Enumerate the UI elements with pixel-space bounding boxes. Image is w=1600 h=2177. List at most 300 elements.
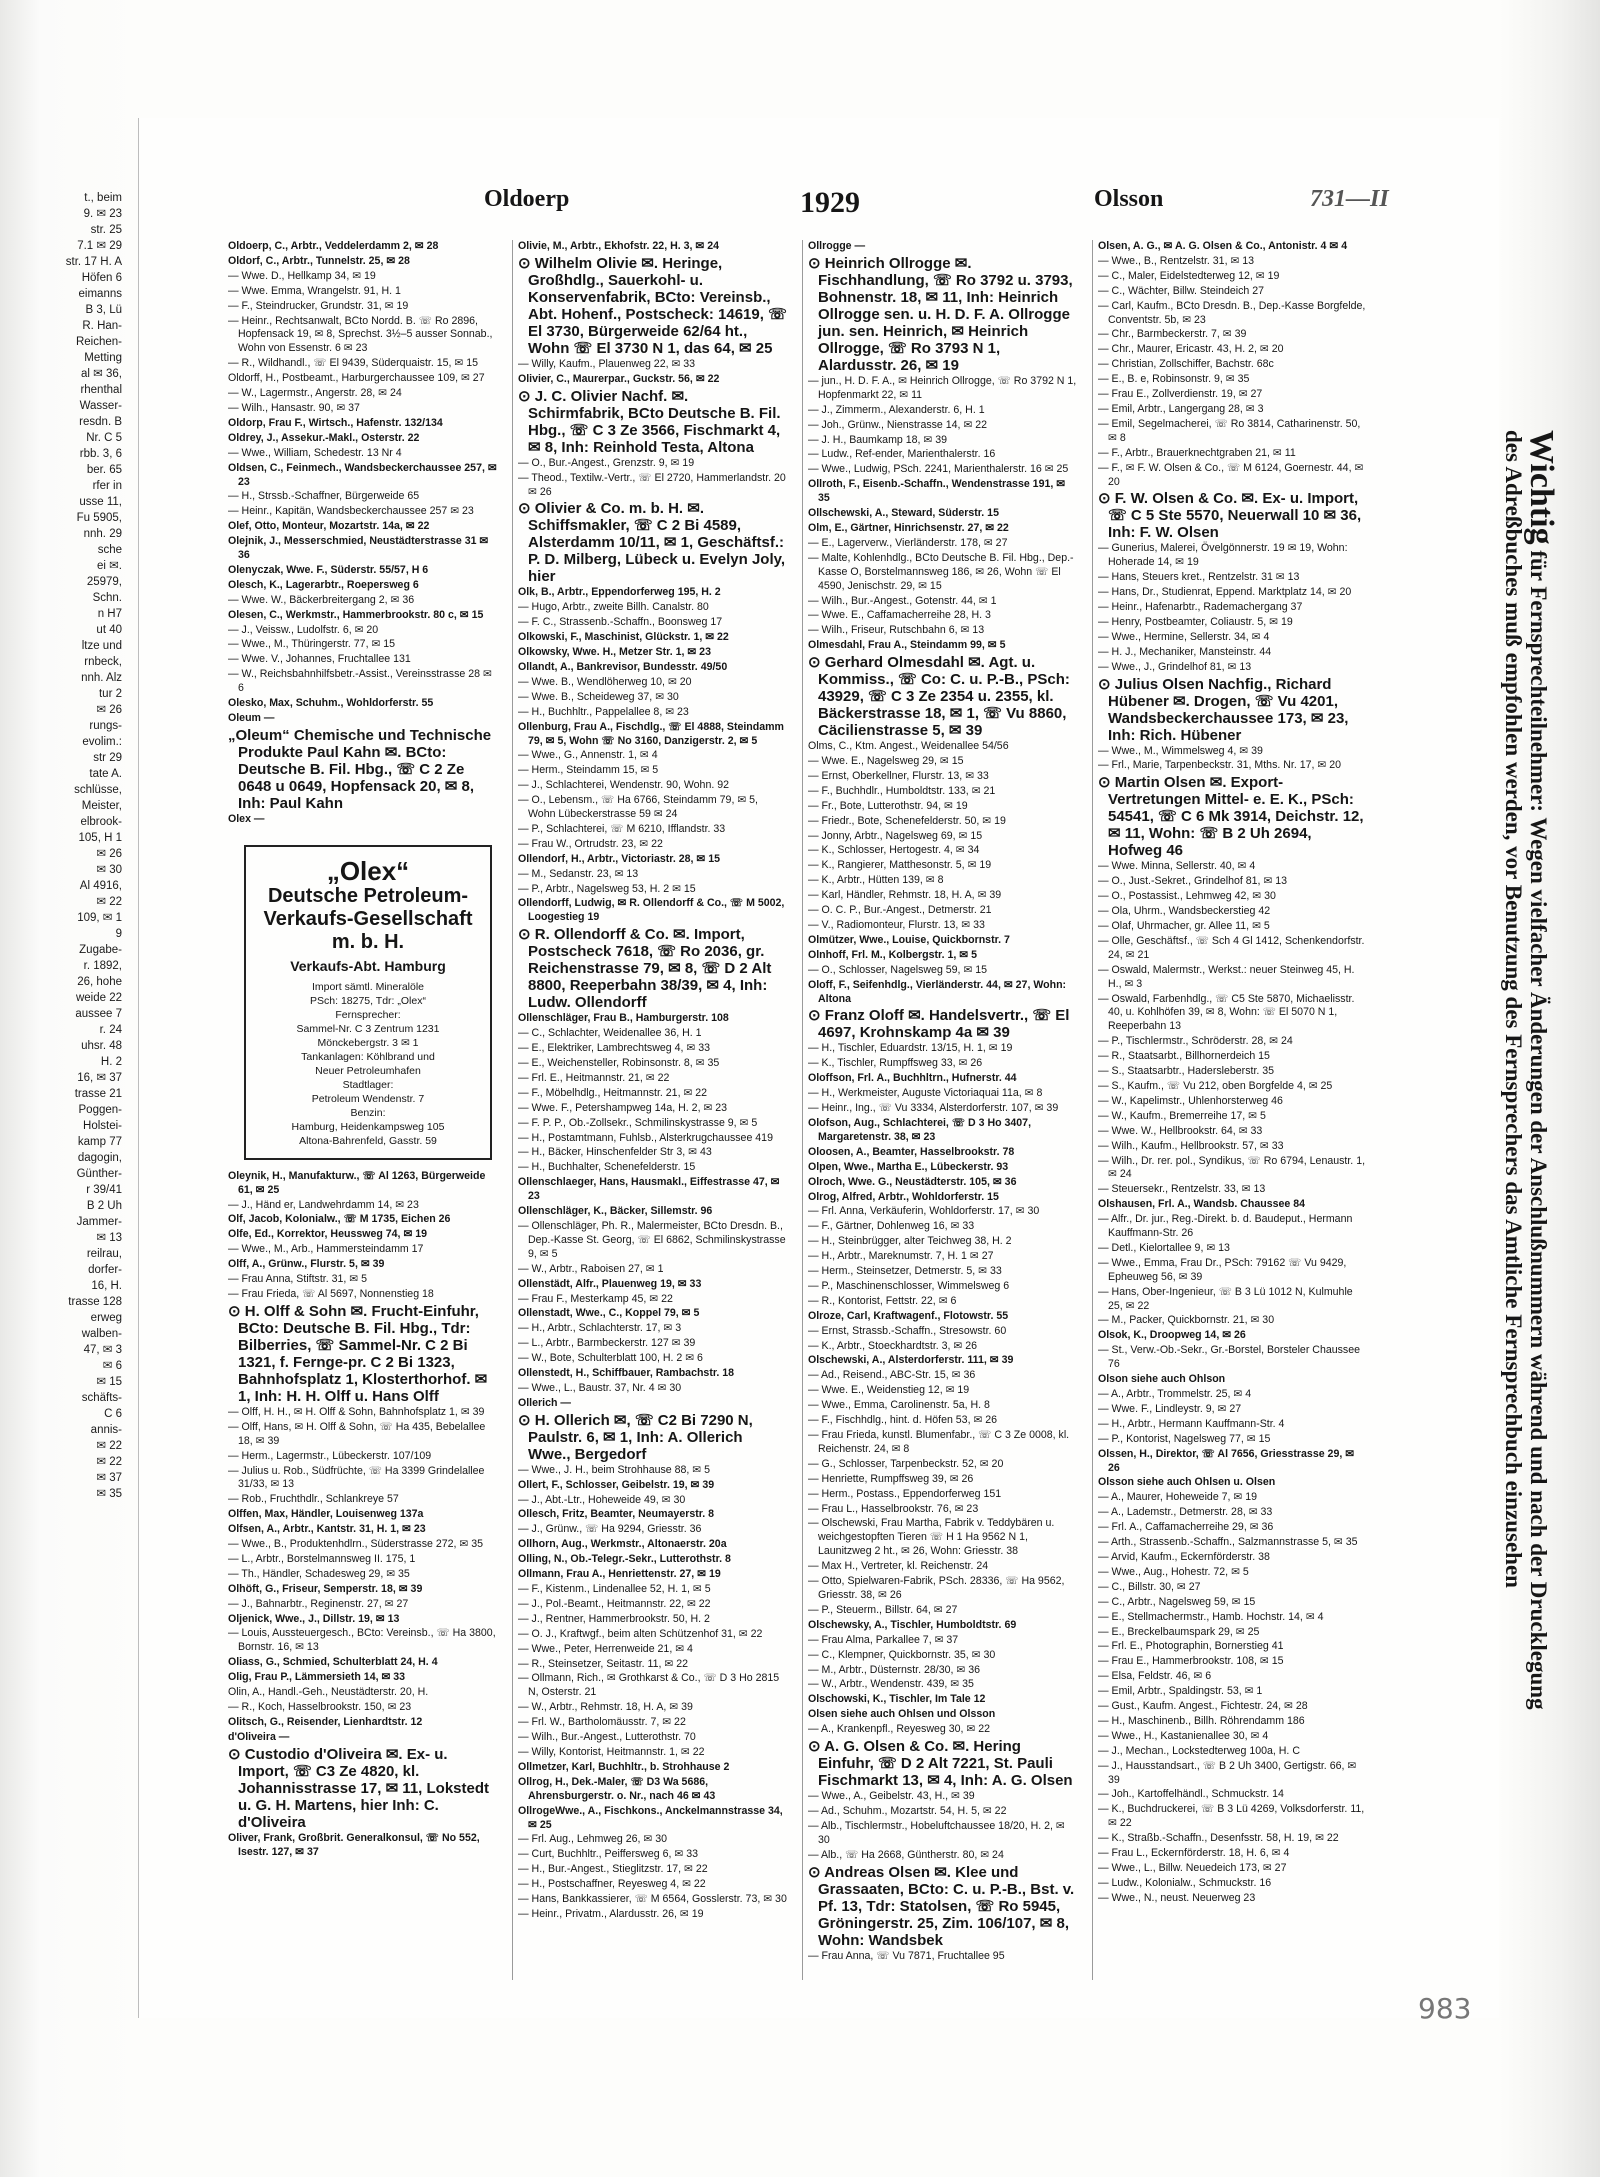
entry-text: — Wwe., N., neust. Neuerweg 23 xyxy=(1098,1891,1256,1904)
strip-fragment: 16, H. xyxy=(91,1280,122,1292)
strip-fragment: tur 2 xyxy=(98,688,122,700)
ad-line: Tankanlagen: Köhlbrand und xyxy=(301,1050,435,1063)
directory-entry xyxy=(808,1161,1078,1175)
entry-text: Olef, Otto, Monteur, Mozartstr. 14a, ✉ 22 xyxy=(228,520,430,533)
directory-entry xyxy=(1098,418,1368,446)
directory-entry xyxy=(808,1950,1078,1964)
directory-entry xyxy=(808,830,1078,844)
directory-entry xyxy=(808,800,1078,814)
entry-text: — J., Hausstandsart., ☏ B 2 Uh 3400, Gertigstr. 66, ✉ 39 xyxy=(1098,1759,1357,1786)
entry-text: Ollenschläger, Frau B., Hamburgerstr. 108 xyxy=(518,1012,729,1025)
entry-text: — Emil, Segelmacherei, ☏ Ro 3814, Catharinenstr. 50, ✉ 8 xyxy=(1098,417,1361,444)
entry-text: Olroch, Wwe. G., Neustädterstr. 105, ✉ 36 xyxy=(808,1175,1017,1188)
entry-text: — K., Buchdruckerei, ☏ B 3 Lü 4269, Volksdorferstr. 11, ✉ 22 xyxy=(1098,1803,1365,1830)
directory-entry xyxy=(518,721,788,749)
entry-text: — Ludw., Kolonialw., Schmuckstr. 16 xyxy=(1098,1876,1272,1889)
entry-text: ⊙ Gerhard Olmesdahl ✉. Agt. u. Kommiss., ☏ Co: C. u. P.-B., PSch: 43929, ☏ C 3 Ze 2354 u. 2355, kl. Bäckerstrasse 18, ✉ 1, ☏ Vu 8860, Cäcilienstrasse 5, ✉ 39 xyxy=(808,654,1070,740)
entry-text: — Olschewski, Frau Martha, Fabrik v. Teddybären u. weichgestopften Tieren ☏ H 1 Ha 9562 N 1, Launitzweg 2 ht., ✉ 26, Wohn: Griesstr. 38 xyxy=(808,1517,1055,1558)
directory-entry xyxy=(1098,631,1368,645)
directory-entry xyxy=(808,1664,1078,1678)
entry-text: Olmützer, Wwe., Louise, Quickbornstr. 7 xyxy=(808,933,1010,946)
entry-text: Olms, C., Ktm. Angest., Weidenallee 54/56 xyxy=(808,740,1009,753)
strip-fragment: schlüsse, xyxy=(74,784,122,796)
directory-entry xyxy=(518,601,788,615)
directory-entry xyxy=(518,676,788,690)
entry-text: — Herm., Postass., Eppendorferweg 151 xyxy=(808,1487,1002,1500)
entry-text: — K., Tischler, Rumpffsweg 33, ✉ 26 xyxy=(808,1057,983,1070)
entry-text: — Wwe., M., Arb., Hammersteindamm 17 xyxy=(228,1243,424,1256)
directory-entry xyxy=(518,1731,788,1745)
entry-text: — Wwe., Peter, Herrenweide 21, ✉ 4 xyxy=(518,1642,693,1655)
entry-text: — J., Zimmerm., Alexanderstr. 6, H. 1 xyxy=(808,403,985,416)
directory-entry xyxy=(808,255,1078,374)
entry-text: — L., Arbtr., Borstelmannsweg II. 175, 1 xyxy=(228,1552,416,1565)
directory-entry xyxy=(518,1628,788,1642)
directory-entry xyxy=(228,447,498,461)
ad-line: Stadtlager: xyxy=(342,1078,394,1091)
entry-text: — Frl., Marie, Tarpenbeckstr. 31, Mths. Nr. 17, ✉ 20 xyxy=(1098,759,1342,772)
directory-entry xyxy=(518,1161,788,1175)
directory-entry xyxy=(518,1412,788,1463)
directory-entry xyxy=(518,1012,788,1026)
entry-text: — Wwe. Minna, Sellerstr. 40, ✉ 4 xyxy=(1098,860,1256,873)
directory-entry xyxy=(518,1464,788,1478)
entry-text: — Wilh., Dr. rer. pol., Syndikus, ☏ Ro 6794, Lenaustr. 1, ✉ 24 xyxy=(1098,1154,1366,1181)
strip-fragment: Zugabe- xyxy=(79,944,122,956)
entry-text: — H., Arbtr., Hermann Kauffmann-Str. 4 xyxy=(1098,1417,1285,1430)
directory-entry xyxy=(228,372,498,386)
entry-text: — Louis, Aussteuergesch., BCto: Vereinsb., ☏ Ha 3800, Bornstr. 16, ✉ 13 xyxy=(228,1627,496,1654)
entry-text: — Wwe., J., Grindelhof 81, ✉ 13 xyxy=(1098,660,1252,673)
directory-entry xyxy=(228,1568,498,1582)
entry-text: Ollrog, H., Dek.-Maler, ☏ D3 Wa 5686, Ahrensburgerstr. o. Nr., nach 46 ✉ 43 xyxy=(518,1775,716,1802)
entry-text: „Oleum“ Chemische und Technische Produkte Paul Kahn ✉. BCto: Deutsche B. Fil. Hbg., ☏ C 2 Ze 0648 u 0649, Hopfensack 20, ✉ 8, Inh: Paul Kahn xyxy=(228,726,492,812)
directory-entry xyxy=(228,402,498,416)
ad-company-line: m. b. H. xyxy=(331,930,405,953)
entry-text: — Wwe. W., Bäckerbreitergang 2, ✉ 36 xyxy=(228,593,415,606)
directory-entry xyxy=(1098,1125,1368,1139)
entry-text: ⊙ Andreas Olsen ✉. Klee und Grassaaten, BCto: C. u. P.-B., Bst. v. Pf. 13, Tdr: Statolsen, ☏ Ro 5945, Gröningerstr. 25, Zim. 106/107, ✉ 8, Wohn: Wandsbek xyxy=(808,1863,1075,1949)
directory-entry xyxy=(1098,1788,1368,1802)
entry-text: Olfe, Ed., Korrektor, Heussweg 74, ✉ 19 xyxy=(228,1228,428,1241)
entry-text: — Arvid, Kaufm., Eckernförderstr. 38 xyxy=(1098,1550,1270,1563)
strip-fragment: walben- xyxy=(81,1328,122,1340)
entry-text: — Christian, Zollschiffer, Bachstr. 68c xyxy=(1098,358,1274,371)
directory-entry xyxy=(1098,1373,1368,1387)
directory-entry xyxy=(1098,1080,1368,1094)
directory-entry xyxy=(518,1352,788,1366)
entry-text: — Gunerius, Malerei, Övelgönnerstr. 19 ✉ 19, Wohn: Hoheradе 14, ✉ 19 xyxy=(1098,542,1348,569)
entry-text: — Herm., Steinsetzer, Detmerstr. 5, ✉ 33 xyxy=(808,1265,1002,1278)
entry-text: — Willy, Kaufm., Plauenweg 22, ✉ 33 xyxy=(518,357,696,370)
directory-entry xyxy=(808,874,1078,888)
directory-entry xyxy=(518,661,788,675)
directory-entry xyxy=(518,1878,788,1892)
entry-text: — R., Kontorist, Fettstr. 22, ✉ 6 xyxy=(808,1294,957,1307)
directory-entry xyxy=(518,897,788,925)
directory-entry xyxy=(228,1493,498,1507)
entry-text: Ollerich — xyxy=(518,1396,571,1409)
strip-fragment: ✉ 26 xyxy=(96,848,122,860)
entry-text: — F. P. P., Ob.-Zollsekr., Schmilinskystrasse 9, ✉ 5 xyxy=(518,1116,758,1129)
entry-text: — H., Bäcker, Hinschenfelder Str 3, ✉ 43 xyxy=(518,1146,712,1159)
directory-entry xyxy=(518,1397,788,1411)
entry-text: — H., Buchhalter, Schenefelderstr. 15 xyxy=(518,1161,696,1174)
directory-entry xyxy=(1098,1035,1368,1049)
entry-text: — H., Bur.-Angest., Stieglitzstr. 17, ✉ 22 xyxy=(518,1863,708,1876)
directory-entry xyxy=(228,1213,498,1227)
entry-text: — Wwe. W., Hellbrookstr. 64, ✉ 33 xyxy=(1098,1124,1263,1137)
ad-details xyxy=(252,980,484,1148)
strip-fragment: ✉ 22 xyxy=(96,896,122,908)
strip-fragment: Meister, xyxy=(81,800,122,812)
directory-entry xyxy=(808,785,1078,799)
directory-entry xyxy=(1098,1476,1368,1490)
entry-text: — Emil, Arbtr., Langergang 28, ✉ 3 xyxy=(1098,402,1264,415)
directory-entry xyxy=(518,1701,788,1715)
directory-entry xyxy=(1098,1892,1368,1906)
entry-text: — A., Lademstr., Detmerstr. 28, ✉ 33 xyxy=(1098,1506,1273,1519)
entry-text: — Emil, Arbtr., Spaldingstr. 53, ✉ 1 xyxy=(1098,1685,1263,1698)
directory-entry xyxy=(518,1382,788,1396)
entry-text: — C., Klempner, Quickbornstr. 35, ✉ 30 xyxy=(808,1648,996,1661)
strip-fragment: r 39/41 xyxy=(86,1184,122,1196)
strip-fragment: ✉ 13 xyxy=(96,1232,122,1244)
directory-entry xyxy=(1098,490,1368,541)
entry-text: — M., Sedanstr. 23, ✉ 13 xyxy=(518,867,639,880)
entry-text: — R., Koch, Hasselbrookstr. 150, ✉ 23 xyxy=(228,1701,412,1713)
entry-text: OllrogeWwe., A., Fischkons., Anckelmannstrasse 34, ✉ 25 xyxy=(518,1804,783,1831)
directory-entry xyxy=(518,1322,788,1336)
directory-entry xyxy=(1098,1832,1368,1846)
directory-entry xyxy=(518,1598,788,1612)
directory-entry xyxy=(1098,1213,1368,1241)
directory-entry xyxy=(1098,300,1368,328)
directory-entry xyxy=(808,1310,1078,1324)
entry-text: Ollenburg, Frau A., Fischdlg., ☏ El 4888, Steindamm 79, ✉ 5, Wohn ☏ No 3160, Danzigerstr. 2, ✉ 5 xyxy=(518,720,784,747)
entry-text: — Frau Anna, Stiftstr. 31, ✉ 5 xyxy=(228,1273,368,1286)
entry-text: — F., Kistenm., Lindenallee 52, H. 1, ✉ 5 xyxy=(518,1583,711,1595)
entry-text: Olrog, Alfred, Arbtr., Wohldorferstr. 15 xyxy=(808,1190,999,1203)
directory-entry xyxy=(1098,1140,1368,1154)
entry-text: — E., B. e, Robinsonstr. 9, ✉ 35 xyxy=(1098,373,1250,386)
directory-entry xyxy=(228,462,498,490)
directory-entry xyxy=(1098,1257,1368,1285)
directory-entry xyxy=(808,1473,1078,1487)
directory-entry xyxy=(808,1220,1078,1234)
entry-text: ⊙ Olivier & Co. m. b. H. ✉. Schiffsmakler, ☏ C 2 Bi 4589, Alsterdamm 10/11, ✉ 1, Geschäftsf.: P. D. Milberg, Lübeck u. Evelyn Joly, hier xyxy=(518,500,786,586)
directory-entry xyxy=(808,375,1078,403)
directory-entry xyxy=(1098,358,1368,372)
directory-entry xyxy=(228,1627,498,1655)
entry-text: Olfsen, A., Arbtr., Kantstr. 31, H. 1, ✉ 23 xyxy=(228,1523,426,1536)
entry-text: Olin, A., Handl.-Geh., Neustädterstr. 20, H. xyxy=(228,1686,429,1699)
entry-text: — Wwe. F., Petershampweg 14a, H. 2, ✉ 23 xyxy=(518,1101,728,1114)
directory-entry xyxy=(1098,1715,1368,1729)
directory-entry xyxy=(808,1176,1078,1190)
entry-text: Oljenick, Wwe., J., Dillstr. 19, ✉ 13 xyxy=(228,1612,400,1625)
entry-text: Olsen siehe auch Ohlsen und Olsson xyxy=(808,1708,996,1721)
entry-text: — Frl. A., Caffamacherreihe 29, ✉ 36 xyxy=(1098,1521,1274,1534)
entry-text: — Ollenschläger, Ph. R., Malermeister, BCto Dresdn. B., Dep.-Kasse St. Georg, ☏ El 6862, Schmilinskystrasse 9, ✉ 5 xyxy=(518,1219,786,1260)
entry-text: — Frau E., Zollverdienstr. 19, ✉ 27 xyxy=(1098,388,1263,401)
directory-entry xyxy=(518,1568,788,1582)
entry-text: Olling, N., Ob.-Telegr.-Sekr., Lutterothstr. 8 xyxy=(518,1553,731,1566)
directory-entry xyxy=(228,624,498,638)
directory-entry xyxy=(518,1027,788,1041)
page-header xyxy=(220,186,1400,222)
directory-entry xyxy=(228,594,498,608)
strip-fragment: nnh. 29 xyxy=(83,528,122,540)
directory-entry xyxy=(1098,1155,1368,1183)
directory-entry xyxy=(1098,1183,1368,1197)
entry-text: — O. C. P., Bur.-Angest., Detmerstr. 21 xyxy=(808,904,992,917)
entry-text: — Julius u. Rob., Südfrüchte, ☏ Ha 3399 Grindelallee 31/33, ✉ 13 xyxy=(228,1464,485,1491)
entry-text: — Jonny, Arbtr., Nagelsweg 69, ✉ 15 xyxy=(808,829,983,842)
directory-entry xyxy=(518,358,788,372)
strip-fragment: evolim.: xyxy=(82,736,122,748)
entry-text: — Wilh., Bur.-Angest., Gotenstr. 44, ✉ 1 xyxy=(808,594,997,607)
entry-text: — Olaf, Uhrmacher, gr. Allee 11, ✉ 5 xyxy=(1098,920,1270,932)
ad-line: Import sämtl. Mineralöle xyxy=(311,980,425,993)
directory-entry xyxy=(228,609,498,623)
strip-fragment: Reichen- xyxy=(75,336,122,348)
directory-entry xyxy=(228,270,498,284)
directory-entry xyxy=(808,1517,1078,1559)
directory-entry xyxy=(518,838,788,852)
directory-entry xyxy=(518,1538,788,1552)
entry-text: Olpen, Wwe., Martha E., Lübeckerstr. 93 xyxy=(808,1160,1009,1173)
entry-text: Oldorp, Frau F., Wirtsch., Hafenstr. 132/134 xyxy=(228,416,443,429)
entry-text: — Wwe., Emma, Carolinenstr. 5a, H. 8 xyxy=(808,1399,990,1412)
directory-entry xyxy=(808,919,1078,933)
strip-fragment: 9 xyxy=(115,928,122,940)
directory-entry xyxy=(808,1560,1078,1574)
entry-text: ⊙ Julius Olsen Nachfig., Richard Hübener ✉. Drogen, ☏ Vu 4201, Wandsbeckerchaussee 173, ✉ 23, Inh: Rich. Hübener xyxy=(1098,675,1349,744)
header-year: 1929 xyxy=(800,186,860,219)
entry-text: — K., Arbtr., Stoeckhardtstr. 3, ✉ 26 xyxy=(808,1339,978,1352)
ad-line: Hamburg, Heidenkampsweg 105 xyxy=(291,1120,445,1133)
directory-entry xyxy=(518,373,788,387)
entry-text: — F., Fischhdlg., hint. d. Höfen 53, ✉ 26 xyxy=(808,1414,998,1427)
strip-fragment: B 3, Lü xyxy=(85,304,122,316)
strip-fragment: ut 40 xyxy=(96,624,122,636)
strip-fragment: annis- xyxy=(90,1424,122,1436)
directory-entry xyxy=(808,859,1078,873)
directory-entry xyxy=(228,1701,498,1715)
strip-fragment: rbb. 3, 6 xyxy=(79,448,122,460)
entry-text: — Carl, Kaufm., BCto Dresdn. B., Dep.-Kasse Borgfelde, Conventstr. 5b, ✉ 23 xyxy=(1098,299,1366,326)
entry-text: — P., Steuerm., Billstr. 64, ✉ 27 xyxy=(808,1603,958,1616)
directory-entry xyxy=(518,794,788,822)
directory-entry xyxy=(808,1414,1078,1428)
directory-entry xyxy=(1098,964,1368,992)
strip-fragment: ✉ 6 xyxy=(102,1360,122,1372)
directory-entry xyxy=(518,586,788,600)
entry-text: Ollroth, F., Eisenb.-Schaffn., Wendenstrasse 191, ✉ 35 xyxy=(808,478,1066,505)
strip-fragment: Wasser- xyxy=(79,400,122,412)
directory-entry xyxy=(228,520,498,534)
directory-entry xyxy=(1098,601,1368,615)
entry-text: ⊙ A. G. Olsen & Co. ✉. Hering Einfuhr, ☏ D 2 Alt 7221, St. Pauli Fischmarkt 13, ✉ 4, Inh: A. G. Olsen xyxy=(808,1738,1073,1790)
entry-text: — Wwe., B., Rentzelstr. 31, ✉ 13 xyxy=(1098,254,1255,267)
directory-entry xyxy=(1098,403,1368,417)
strip-fragment: str. 17 H. A xyxy=(65,256,122,268)
entry-text: — Chr., Maurer, Ericastr. 43, H. 2, ✉ 20 xyxy=(1098,343,1284,356)
directory-entry xyxy=(518,1042,788,1056)
directory-entry xyxy=(808,1723,1078,1737)
strip-fragment: str 29 xyxy=(93,752,122,764)
entry-text: — Wwe. E., Weidenstieg 12, ✉ 19 xyxy=(808,1384,970,1397)
entry-text: — Joh., Kartoffelhändl., Schmuckstr. 14 xyxy=(1098,1788,1284,1801)
strip-fragment: reilrau, xyxy=(86,1248,122,1260)
directory-entry xyxy=(228,668,498,696)
strip-fragment: rfer in xyxy=(92,480,122,492)
entry-text: — K., Schlosser, Hertogestr. 4, ✉ 34 xyxy=(808,844,980,857)
entry-text: — Alfr., Dr. jur., Reg.-Direkt. b. d. Baudeput., Hermann Kauffmann-Str. 26 xyxy=(1098,1213,1353,1240)
entry-text: — F., Möbelhdlg., Heitmannstr. 21, ✉ 22 xyxy=(518,1086,708,1099)
directory-entry xyxy=(518,749,788,763)
directory-entry xyxy=(228,1656,498,1670)
entry-text: — Ernst, Oberkellner, Flurstr. 13, ✉ 33 xyxy=(808,769,989,782)
entry-text: — J., Mechan., Lockstedterweg 100a, H. C xyxy=(1098,1744,1300,1757)
entry-text: — C., Billstr. 30, ✉ 27 xyxy=(1098,1580,1201,1593)
directory-entry xyxy=(1098,676,1368,744)
entry-text: — Wilh., Kaufm., Hellbrookstr. 57, ✉ 33 xyxy=(1098,1139,1284,1152)
directory-entry xyxy=(1098,1388,1368,1402)
directory-entry xyxy=(228,387,498,401)
entry-text: Olesko, Max, Schuhm., Wohldorferstr. 55 xyxy=(228,697,434,710)
entry-text: — R., Steinsetzer, Seitastr. 11, ✉ 22 xyxy=(518,1657,689,1670)
entry-text: — P., Schlachterei, ☏ M 6210, Ifflandstr. 33 xyxy=(518,822,726,835)
entry-text: — K., Straßb.-Schaffn., Desenfsstr. 58, H. 19, ✉ 22 xyxy=(1098,1832,1339,1845)
entry-text: — Heinr., Kapitän, Wandsbeckerchaussee 257 ✉ 23 xyxy=(228,505,474,518)
directory-entry xyxy=(808,1649,1078,1663)
directory-entry xyxy=(1098,542,1368,570)
entry-text: — Wwe., Aug., Hohestr. 72, ✉ 5 xyxy=(1098,1565,1249,1578)
directory-entry xyxy=(808,755,1078,769)
directory-entry xyxy=(808,463,1078,477)
entry-text: — Ola, Uhrm., Wandsbeckerstieg 42 xyxy=(1098,905,1271,918)
entry-text: — P., Maschinenschlosser, Wimmelsweg 6 xyxy=(808,1279,1010,1292)
directory-entry xyxy=(808,1429,1078,1457)
entry-text: Ollenstedt, H., Schiffbauer, Rambachstr. 18 xyxy=(518,1367,735,1380)
entry-text: Oleynik, H., Manufakturw., ☏ Al 1263, Bürgerweide 61, ✉ 25 xyxy=(228,1169,486,1196)
entry-text: — R., Wildhandl., ☏ El 9439, Süderquaistr. 15, ✉ 15 xyxy=(228,357,479,370)
entry-text: — H., Postamtmann, Fuhlsb., Alsterkrugchaussee 419 xyxy=(518,1131,773,1144)
entry-text: — Detl., Kielortallee 9, ✉ 13 xyxy=(1098,1241,1230,1254)
entry-text: — Elsa, Feldstr. 46, ✉ 6 xyxy=(1098,1670,1212,1683)
directory-entry xyxy=(808,1057,1078,1071)
entry-text: — J., Rentner, Hammerbrookstr. 50, H. 2 xyxy=(518,1612,710,1625)
directory-entry xyxy=(1098,890,1368,904)
entry-text: — J., Bahnarbtr., Reginenstr. 27, ✉ 27 xyxy=(228,1597,409,1610)
directory-entry xyxy=(1098,875,1368,889)
entry-text: — E., Stellmachermstr., Hamb. Hochstr. 14, ✉ 4 xyxy=(1098,1610,1324,1623)
entry-text: Olson siehe auch Ohlson xyxy=(1098,1373,1226,1386)
directory-entry xyxy=(808,624,1078,638)
directory-entry xyxy=(518,1848,788,1862)
directory-entry xyxy=(228,1832,498,1860)
strip-fragment: uhsr. 48 xyxy=(81,1040,122,1052)
directory-entry xyxy=(518,1553,788,1567)
directory-entry xyxy=(228,1553,498,1567)
directory-entry xyxy=(808,1399,1078,1413)
entry-text: — jun., H. D. F. A., ✉ Heinrich Ollrogge, ☏ Ro 3792 N 1, Hopfenmarkt 22, ✉ 11 xyxy=(808,374,1077,401)
directory-entry xyxy=(1098,860,1368,874)
strip-fragment: dorfer- xyxy=(88,1264,122,1276)
entry-text: Ollert, F., Schlosser, Geibelstr. 19, ✉ 39 xyxy=(518,1478,715,1491)
directory-entry xyxy=(518,1494,788,1508)
directory-entry xyxy=(808,904,1078,918)
entry-text: — Wwe. F., Lindleystr. 9, ✉ 27 xyxy=(1098,1402,1242,1415)
entry-text: — E., Lagerverw., Vierländerstr. 178, ✉ 27 xyxy=(808,536,1008,549)
entry-text: ⊙ Custodio d'Oliveira ✉. Ex- u. Import, ☏ C3 Ze 4820, kl. Johannisstrasse 17, ✉ 11, Lokstedt u. G. H. Martens, hier Inh: C. d'Oliveira xyxy=(228,1745,490,1831)
entry-text: Oloffson, Frl. A., Buchhltrn., Hufnerstr. 44 xyxy=(808,1072,1017,1085)
strip-fragment: r. 1892, xyxy=(83,960,122,972)
directory-entry xyxy=(808,654,1078,739)
directory-entry xyxy=(1098,1862,1368,1876)
strip-fragment: weide 22 xyxy=(75,992,122,1004)
strip-fragment: 7.1 ✉ 29 xyxy=(77,240,122,252)
entry-text: — F., ✉ F. W. Olsen & Co., ☏ M 6124, Goernestr. 44, ✉ 20 xyxy=(1098,461,1364,488)
directory-columns xyxy=(228,240,1408,2040)
directory-entry xyxy=(518,1307,788,1321)
directory-entry xyxy=(228,727,498,812)
strip-fragment: tate A. xyxy=(89,768,122,780)
entry-text: — Hans, Bankkassierer, ☏ M 6564, Gosslerstr. 73, ✉ 30 xyxy=(518,1893,787,1906)
directory-entry xyxy=(1098,1640,1368,1654)
directory-entry xyxy=(1098,1596,1368,1610)
entry-text: Olejnik, J., Messerschmied, Neustädterstrasse 31 ✉ 36 xyxy=(228,535,489,562)
strip-fragment: ✉ 26 xyxy=(96,704,122,716)
entry-text: — Frau L., Eckernförderstr. 18, H. 6, ✉ 4 xyxy=(1098,1847,1290,1860)
directory-entry xyxy=(518,1508,788,1522)
directory-entry xyxy=(518,1908,788,1922)
entry-text: ⊙ J. C. Olivier Nachf. ✉. Schirmfabrik, BCto Deutsche B. Fil. Hbg., ☏ C 3 Ze 3566, Fischmarkt 4, ✉ 8, Inh: Reinhold Testa, Altona xyxy=(518,387,781,456)
entry-text: — Wwe. Emma, Wrangelstr. 91, H. 1 xyxy=(228,284,401,297)
header-right-word: Olsson xyxy=(1094,186,1164,212)
directory-entry xyxy=(808,1805,1078,1819)
entry-text: — Heinr., Rechtsanwalt, BCto Nordd. B. ☏ Ro 2896, Hopfensack 19, ✉ 8, Sprechst. 3½–5 ausser Sonnab., Wohn von Essenstr. 6 ✉ 23 xyxy=(228,314,493,355)
directory-column-3 xyxy=(808,240,1078,1990)
directory-entry xyxy=(518,1672,788,1700)
strip-fragment: r. 24 xyxy=(99,1024,122,1036)
strip-fragment: ✉ 30 xyxy=(96,864,122,876)
strip-fragment: 105, H 1 xyxy=(78,832,122,844)
entry-text: — F. C., Strassenb.-Schaffn., Boonsweg 17 xyxy=(518,616,723,629)
entry-text: — Willy, Kontorist, Heitmannstr. 1, ✉ 22 xyxy=(518,1745,705,1758)
entry-text: Olkowski, F., Maschinist, Glückstr. 1, ✉ 22 xyxy=(518,631,729,644)
entry-text: — Frl. W., Bartholomäusstr. 7, ✉ 22 xyxy=(518,1716,686,1729)
directory-entry xyxy=(518,1176,788,1204)
strip-fragment: Schn. xyxy=(92,592,122,604)
strip-fragment: str. 25 xyxy=(90,224,122,236)
directory-entry xyxy=(518,1523,788,1537)
directory-entry xyxy=(228,1170,498,1198)
directory-entry xyxy=(518,1057,788,1071)
entry-text: — W., Kapelimstr., Uhlenhorsterweg 46 xyxy=(1098,1094,1283,1107)
directory-entry xyxy=(228,1613,498,1627)
entry-text: — W., Kaufm., Bremerreihe 17, ✉ 5 xyxy=(1098,1109,1266,1122)
entry-text: — J. H., Baumkamp 18, ✉ 39 xyxy=(808,433,947,446)
directory-entry xyxy=(518,1643,788,1657)
directory-entry xyxy=(1098,1344,1368,1372)
directory-entry xyxy=(1098,1611,1368,1625)
entry-text: — Joh., Grünw., Nienstrasse 14, ✉ 22 xyxy=(808,418,988,431)
entry-text: — Rob., Fruchthdlr., Schlankreye 57 xyxy=(228,1493,399,1506)
entry-text: — P., Arbtr., Nagelsweg 53, H. 2 ✉ 15 xyxy=(518,882,696,895)
